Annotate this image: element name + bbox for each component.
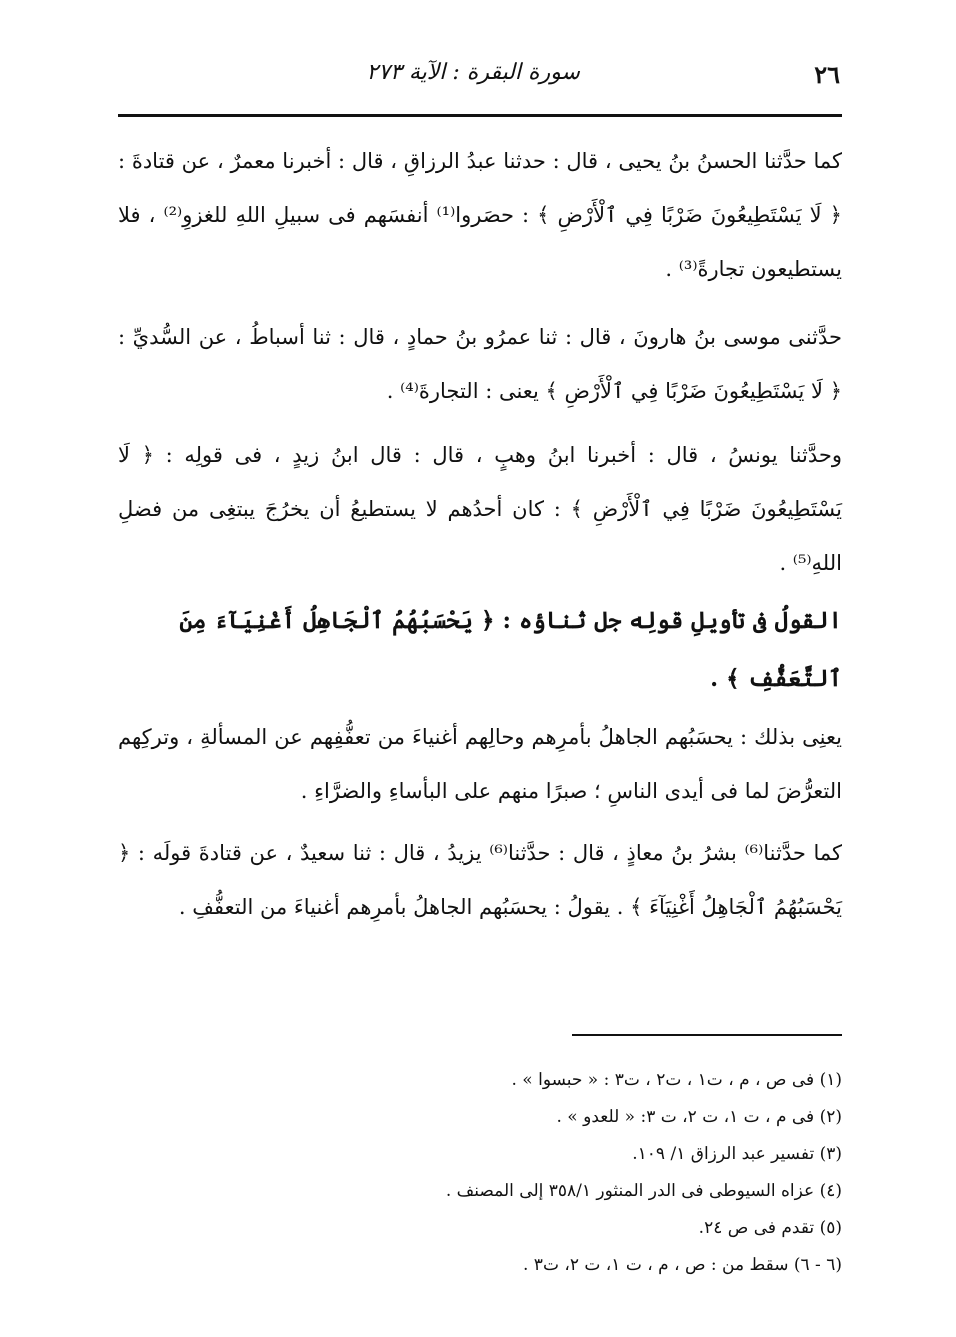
page-header — [120, 60, 840, 100]
footnote-1: (١) فى ص ، م ، ت١ ، ت٢ ، ت٣ : « حبسوا » . — [511, 1070, 842, 1090]
footnotes-list — [140, 1062, 842, 1284]
paragraph-3: وحدَّثنا يونسُ ، قال : أخبرنا ابنُ وهبٍ ، قال : قال ابنُ زيدٍ ، فى قولِه : ﴿ لَا يَسْتَطِيعُونَ ضَرْبًا فِي ٱلْأَرْضِ ﴾ : كان أحدُهم لا يستطيعُ أن يخرُجَ يبتغِى من فضلِ اللهِ⁽⁵⁾ . — [118, 443, 842, 575]
paragraph-2: حدَّثنى موسى بنُ هارونَ ، قال : ثنا عمرُو بنُ حمادٍ ، قال : ثنا أسباطُ ، عن السُّديِّ : ﴿ لَا يَسْتَطِيعُونَ ضَرْبًا فِي ٱلْأَرْضِ ﴾ يعنى : التجارةَ⁽⁴⁾ . — [118, 325, 842, 403]
paragraph-4: يعنِى بذلك : يحسَبُهم الجاهلُ بأمرِهم وحالِهم أغنياءَ من تعفُّفِهم عن المسألةِ ، وتركِهم التعرُّضَ لما فى أيدى الناسِ ؛ صبرًا منهم على البأساءِ والضرَّاءِ . — [118, 725, 842, 803]
footnote-3: (٣) تفسير عبد الرزاق ١/ ١٠٩. — [632, 1144, 842, 1164]
running-title: سورة البقرة : الآية ٢٧٣ — [366, 60, 580, 85]
footnote-5: (٥) تقدم فى ص ٢٤. — [698, 1218, 842, 1238]
header-rule — [118, 114, 842, 117]
paragraph-5: كما حدَّثنا⁽⁶⁾ بشرُ بنُ معاذٍ ، قال : حدَّثنا⁽⁶⁾ يزيدُ ، قال : ثنا سعيدٌ ، عن قتادةَ قولَه : ﴿ يَحْسَبُهُمُ ٱلْجَاهِلُ أَغْنِيَآءَ ﴾ . يقولُ : يحسَبُهم الجاهلُ بأمرِهم أغنياءَ من التعفُّفِ . — [118, 841, 842, 919]
footnote-rule — [572, 1034, 842, 1036]
footnote-6: (٦ - ٦) سقط من : ص ، م ، ت ١، ت ٢، ت٣ . — [522, 1255, 842, 1275]
paragraph-1: كما حدَّثنا الحسنُ بنُ يحيى ، قال : حدثنا عبدُ الرزاقِ ، قال : أخبرنا معمرٌ ، عن قتادةَ : ﴿ لَا يَسْتَطِيعُونَ ضَرْبًا فِي ٱلْأَرْضِ ﴾ : حصَروا⁽¹⁾ أنفسَهم فى سبيلِ اللهِ للغزوِ⁽²⁾ ، فلا يستطيعون تجارةً⁽³⁾ . — [118, 149, 842, 281]
section-heading: القولُ فى تأويلِ قولِه جل ثناؤه : ﴿ يَحْسَبُهُمُ ٱلْجَاهِلُ أَغْنِيَآءَ مِنَ ٱلتَّعَفُّفِ ﴾ . — [179, 607, 842, 692]
footnote-2: (٢) فى م ، ت ١، ت ٢، ت ٣: « للعدو » . — [556, 1107, 842, 1127]
footnote-4: (٤) عزاه السيوطى فى الدر المنثور ٣٥٨/١ إلى المصنف . — [445, 1181, 842, 1201]
page-number: ٢٦ — [814, 60, 840, 89]
